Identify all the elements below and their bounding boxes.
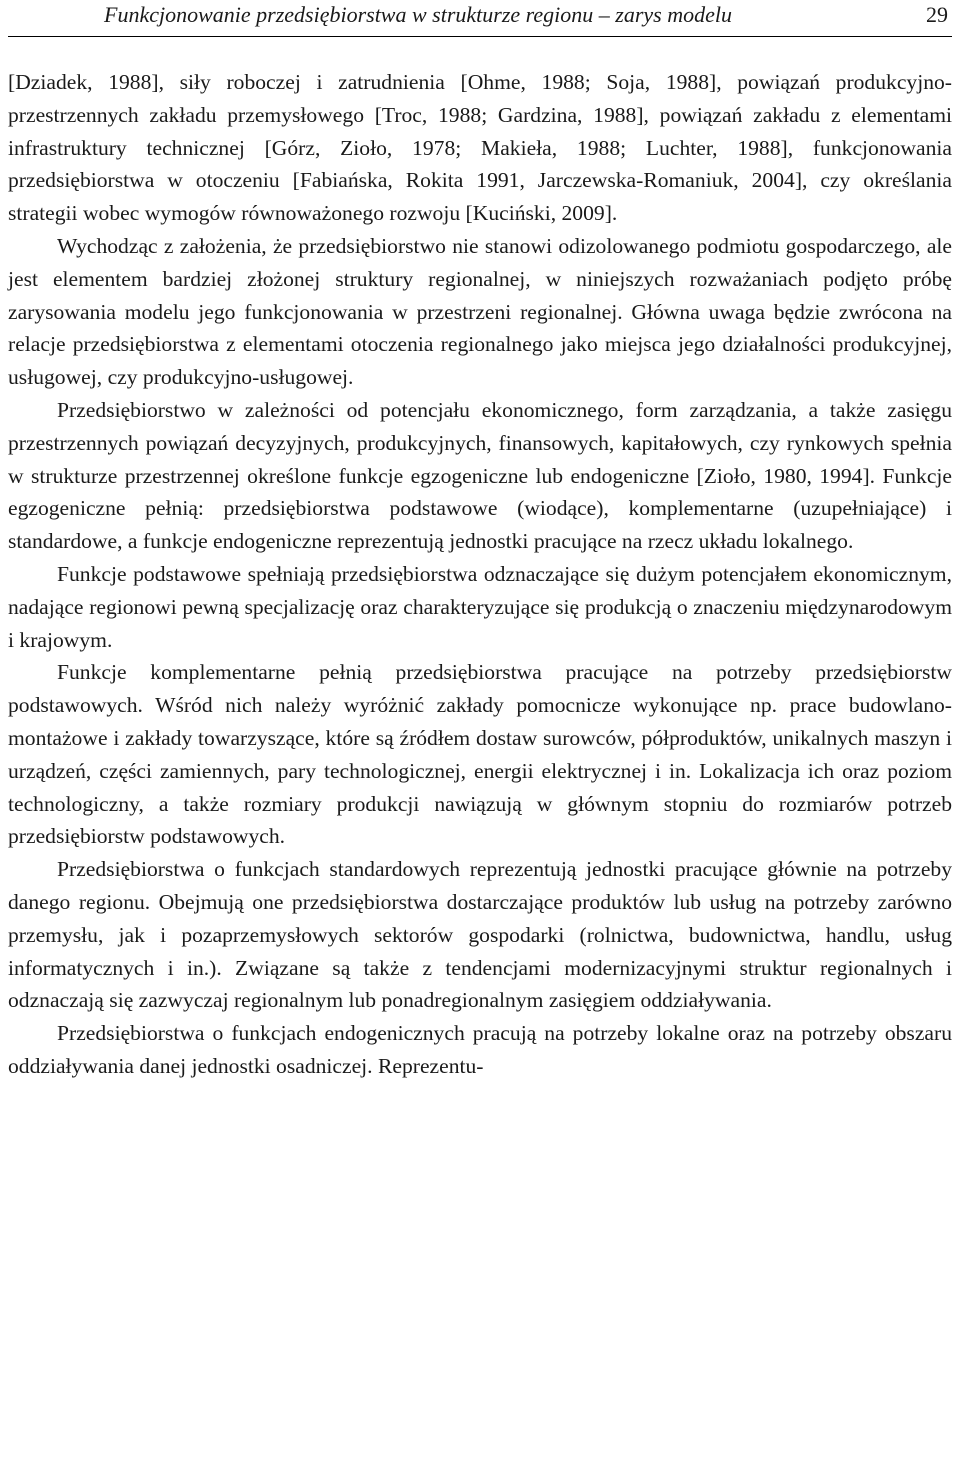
paragraph: Wychodząc z założenia, że przedsiębiorstwo nie stanowi odizolowanego podmiotu gospodarczego, ale jest elementem bardziej złożonej struktury regionalnej, w niniejszych rozważaniach podjęto próbę zarysowania modelu jego funkcjonowania w przestrzeni regionalnej. Główna uwaga będzie zwrócona na relacje przedsiębiorstwa z elementami otoczenia regionalnego jako miejsca jego działalności produkcyjnej, usługowej, czy produkcyjno-usługowej. (8, 233, 952, 390)
page-header (8, 0, 952, 37)
paragraph: Przedsiębiorstwa o funkcjach endogenicznych pracują na potrzeby lokalne oraz na potrzeby obszaru oddziaływania danej jednostki osadniczej. Reprezentu- (8, 1021, 952, 1078)
paragraph: Funkcje podstawowe spełniają przedsiębiorstwa odznaczające się dużym potencjałem ekonomicznym, nadające regionowi pewną specjalizację oraz charakteryzujące się produkcją o znaczeniu międzynarodowym i krajowym. (8, 561, 952, 652)
running-title: Funkcjonowanie przedsiębiorstwa w strukturze regionu – zarys modelu (104, 2, 732, 27)
paragraph: Przedsiębiorstwa o funkcjach standardowych reprezentują jednostki pracujące głównie na potrzeby danego regionu. Obejmują one przedsiębiorstwa dostarczające produktów lub usług na potrzeby zarówno przemysłu, jak i pozaprzemysłowych sektorów gospodarki (rolnictwa, budownictwa, handlu, usług informatycznych i in.). Związane są także z tendencjami modernizacyjnymi struktur regionalnych i odznaczają się zazwyczaj regionalnym lub ponadregionalnym zasięgiem oddziaływania. (8, 857, 952, 1013)
paragraph: Funkcje komplementarne pełnią przedsiębiorstwa pracujące na potrzeby przedsiębiorstw podstawowych. Wśród nich należy wyróżnić zakłady pomocnicze wykonujące np. prace budowlano-montażowe i zakłady towarzyszące, które są źródłem dostaw surowców, półproduktów, unikalnych maszyn i urządzeń, części zamiennych, pary technologicznej, energii elektrycznej i in. Lokalizacja ich oraz poziom technologiczny, a także rozmiary produkcji nawiązują w głównym stopniu do rozmiarów potrzeb przedsiębiorstw podstawowych. (8, 660, 952, 849)
paragraph: Przedsiębiorstwo w zależności od potencjału ekonomicznego, form zarządzania, a także zasięgu przestrzennych powiązań decyzyjnych, produkcyjnych, finansowych, kapitałowych, czy rynkowych spełnia w strukturze przestrzennej określone funkcje egzogeniczne lub endogeniczne [Zioło, 1980, 1994]. Funkcje egzogeniczne pełnią: przedsiębiorstwa podstawowe (wiodące), komplementarne (uzupełniające) i standardowe, a funkcje endogeniczne reprezentują jednostki pracujące na rzecz układu lokalnego. (8, 397, 952, 554)
paragraph-continued: [Dziadek, 1988], siły roboczej i zatrudnienia [Ohme, 1988; Soja, 1988], powiązań produkcyjno-przestrzennych zakładu przemysłowego [Troc, 1988; Gardzina, 1988], powiązań zakładu z elementami infrastruktury technicznej [Górz, Zioło, 1978; Makieła, 1988; Luchter, 1988], funkcjonowania przedsiębiorstwa w otoczeniu [Fabiańska, Rokita 1991, Jarczewska-Romaniuk, 2004], czy określania strategii wobec wymogów równoważonego rozwoju [Kuciński, 2009]. (8, 70, 952, 226)
body-text (8, 66, 952, 1083)
page-number: 29 (926, 2, 948, 27)
